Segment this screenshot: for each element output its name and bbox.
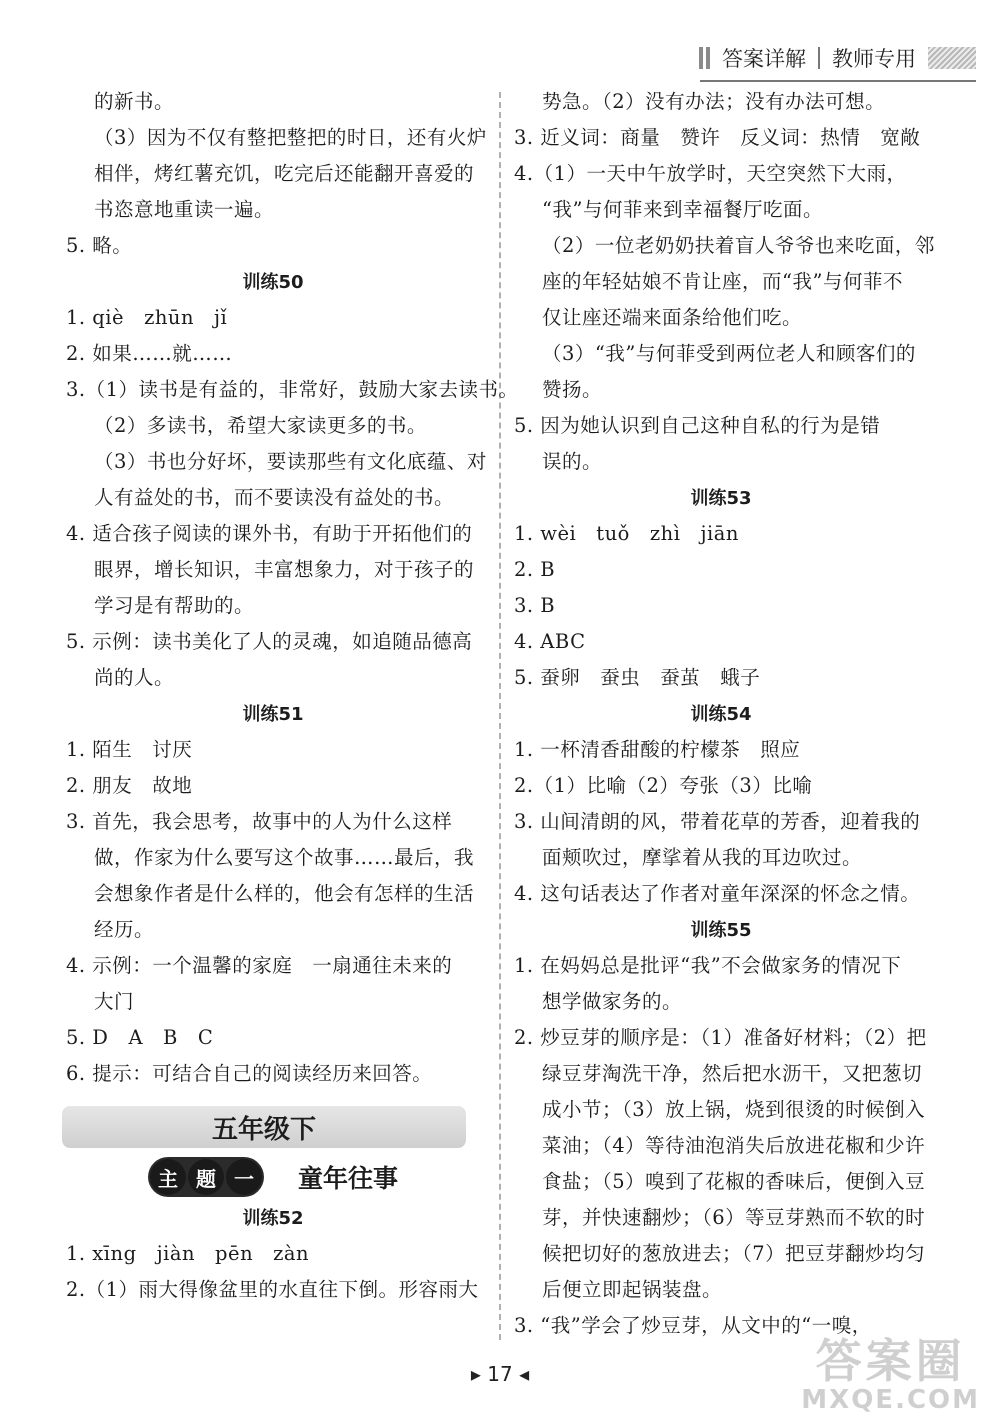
answer-line: 1. qiè zhūn jǐ — [66, 306, 228, 329]
answer-line: 4. 示例：一个温馨的家庭 一扇通往未来的 — [66, 954, 453, 977]
answer-line: 5. 略。 — [66, 234, 133, 257]
header-rule — [700, 80, 976, 82]
answer-line: （3）“我”与何菲受到两位老人和顾客们的 — [542, 342, 916, 365]
answer-line: 绿豆芽淘洗干净，然后把水沥干，又把葱切 — [542, 1062, 923, 1085]
answer-line: 3. 山间清朗的风，带着花草的芳香，迎着我的 — [514, 810, 921, 833]
answer-line: （2）多读书，希望大家读更多的书。 — [94, 414, 427, 437]
answer-line: 做，作家为什么要写这个故事……最后，我 — [94, 846, 475, 869]
section-title: 训练52 — [242, 1208, 304, 1229]
answer-line: 势急。（2）没有办法；没有办法可想。 — [542, 90, 886, 113]
answer-line: 相伴，烤红薯充饥，吃完后还能翻开喜爱的 — [94, 162, 475, 185]
answer-line: 5. 蚕卵 蚕虫 蚕茧 蛾子 — [514, 666, 761, 689]
answer-line: 1. 陌生 讨厌 — [66, 738, 193, 761]
answer-line: 大门 — [94, 990, 135, 1013]
answer-line: 想学做家务的。 — [542, 990, 683, 1013]
answer-line: 成小节；（3）放上锅，烧到很烫的时候倒入 — [542, 1098, 926, 1121]
answer-line: 芽，并快速翻炒；（6）等豆芽熟而不软的时 — [542, 1206, 926, 1229]
answer-line: （3）因为不仅有整把整把的时日，还有火炉 — [94, 126, 487, 149]
header-title: 答案详解 — [722, 47, 806, 71]
answer-line: 面颊吹过，摩挲着从我的耳边吹过。 — [542, 846, 863, 869]
answer-line: 1. wèi tuǒ zhì jiān — [514, 522, 739, 545]
page-arrow-right-icon: ▸ — [470, 1362, 481, 1386]
answer-line: 3. 近义词：商量 赞许 反义词：热情 宽敞 — [514, 126, 921, 149]
left-column — [66, 84, 519, 1308]
answer-line: 后便立即起锅装盘。 — [542, 1278, 723, 1301]
grade-banner: 五年级下 — [62, 1106, 466, 1148]
answer-line: 仅让座还端来面条给他们吃。 — [542, 306, 803, 329]
theme-badge-char: 主 — [150, 1159, 186, 1195]
answer-line: 眼界，增长知识，丰富想象力，对于孩子的 — [94, 558, 475, 581]
answer-line: 误的。 — [542, 450, 603, 473]
answer-line: 1. 在妈妈总是批评“我”不会做家务的情况下 — [514, 954, 902, 977]
answer-line: 2. 如果……就…… — [66, 342, 233, 365]
answer-line: “我”与何菲来到幸福餐厅吃面。 — [542, 198, 823, 221]
answer-line: 2.（1）比喻（2）夸张（3）比喻 — [514, 774, 813, 797]
answer-line: 2. 炒豆芽的顺序是：（1）准备好材料；（2）把 — [514, 1026, 927, 1049]
answer-line: 5. 因为她认识到自己这种自私的行为是错 — [514, 414, 881, 437]
answer-line: 2.（1）雨大得像盆里的水直往下倒。形容雨大 — [66, 1278, 479, 1301]
answer-line: 候把切好的葱放进去；（7）把豆芽翻炒均匀 — [542, 1242, 926, 1265]
answer-line: 学习是有帮助的。 — [94, 594, 255, 617]
answer-line: 会想象作者是什么样的，他会有怎样的生活 — [94, 882, 475, 905]
theme-heading — [66, 1154, 480, 1200]
page-arrow-left-icon: ◂ — [519, 1362, 530, 1386]
answer-line: 的新书。 — [94, 90, 175, 113]
theme-title: 童年往事 — [297, 1164, 398, 1193]
section-title: 训练53 — [690, 488, 752, 509]
right-column — [514, 84, 935, 1344]
answer-line: 2. B — [514, 558, 556, 581]
answer-line: 人有益处的书，而不要读没有益处的书。 — [94, 486, 455, 509]
section-title: 训练55 — [690, 920, 752, 941]
answer-line: 赞扬。 — [542, 378, 603, 401]
answer-line: 书恣意地重读一遍。 — [94, 198, 275, 221]
answer-line: 6. 提示：可结合自己的阅读经历来回答。 — [66, 1062, 433, 1085]
answer-line: 4. 适合孩子阅读的课外书，有助于开拓他们的 — [66, 522, 473, 545]
section-title: 训练51 — [242, 704, 304, 725]
answer-line: 1. xīng jiàn pēn zàn — [66, 1242, 310, 1265]
answer-line: 1. 一杯清香甜酸的柠檬茶 照应 — [514, 738, 801, 761]
header-pattern-decoration — [928, 47, 976, 69]
answer-line: 2. 朋友 故地 — [66, 774, 193, 797]
answer-line: 4.（1）一天中午放学时，天空突然下大雨， — [514, 162, 907, 185]
answer-line: 4. 这句话表达了作者对童年深深的怀念之情。 — [514, 882, 921, 905]
answer-line: 3. “我”学会了炒豆芽，从文中的“一嗅， — [514, 1314, 872, 1337]
theme-badge-char: 题 — [188, 1159, 224, 1195]
section-title: 训练50 — [242, 272, 304, 293]
answer-line: 3. B — [514, 594, 556, 617]
header-bars-icon — [699, 47, 710, 69]
answer-line: 食盐；（5）嗅到了花椒的香味后，便倒入豆 — [542, 1170, 926, 1193]
page-number-value: 17 — [487, 1362, 513, 1386]
header-separator — [818, 47, 820, 69]
page-header — [699, 40, 976, 76]
answer-line: 座的年轻姑娘不肯让座，而“我”与何菲不 — [542, 270, 903, 293]
answer-line: 4. ABC — [514, 630, 586, 653]
answer-line: 3.（1）读书是有益的，非常好，鼓励大家去读书。 — [66, 378, 519, 401]
answer-line: 5. 示例：读书美化了人的灵魂，如追随品德高 — [66, 630, 473, 653]
section-title: 训练54 — [690, 704, 752, 725]
answer-line: 5. D A B C — [66, 1026, 214, 1049]
watermark-bottom: MXQE.COM — [801, 1385, 980, 1415]
answer-line: 尚的人。 — [94, 666, 175, 689]
answer-line: 3. 首先，我会思考，故事中的人为什么这样 — [66, 810, 453, 833]
answer-line: （3）书也分好坏，要读那些有文化底蕴、对 — [94, 450, 487, 473]
header-teacher-label: 教师专用 — [832, 47, 916, 71]
answer-line: 经历。 — [94, 918, 155, 941]
watermark-top: 答案圈 — [815, 1334, 966, 1388]
theme-badge — [148, 1157, 264, 1197]
theme-badge-char: 一 — [226, 1159, 262, 1195]
watermark-logo — [801, 1336, 980, 1414]
column-divider — [499, 92, 503, 1340]
answer-line: （2）一位老奶奶扶着盲人爷爷也来吃面，邻 — [542, 234, 935, 257]
answer-line: 菜油；（4）等待油泡消失后放进花椒和少许 — [542, 1134, 926, 1157]
